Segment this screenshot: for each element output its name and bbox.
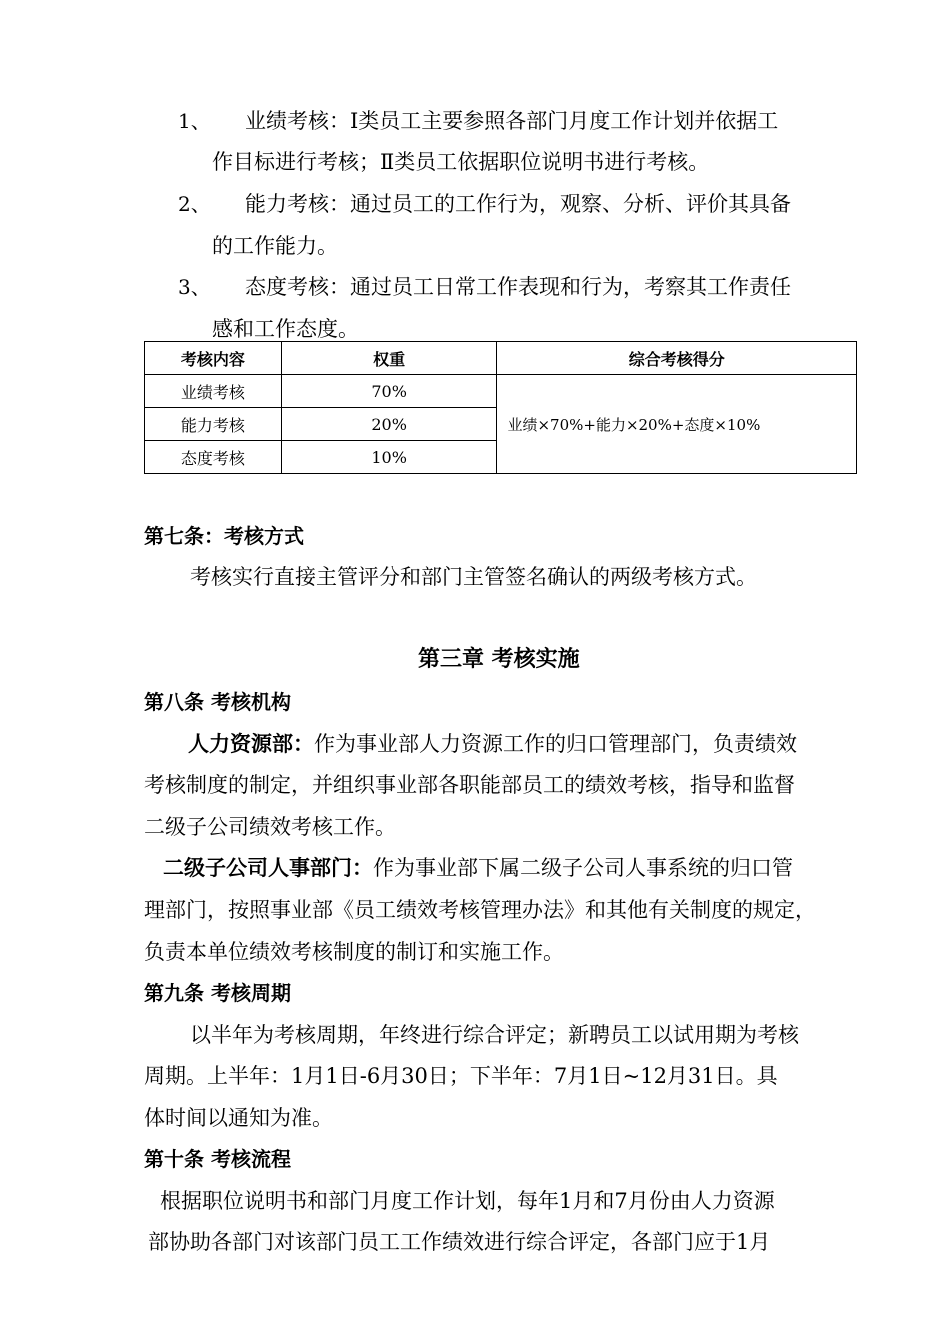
article-8-hr-line1 — [188, 731, 797, 757]
sub-dept-label: 二级子公司人事部门： — [163, 856, 373, 880]
article-8-heading: 第八条 考核机构 — [144, 690, 291, 714]
header-content: 考核内容 — [145, 342, 282, 375]
row-weight: 70% — [281, 375, 497, 408]
hr-dept-text: 作为事业部人力资源工作的归口管理部门，负责绩效 — [314, 732, 797, 756]
list-number-3: 3、 — [178, 275, 211, 299]
row-item: 业绩考核 — [145, 375, 282, 408]
article-10-line2: 部协助各部门对该部门员工工作绩效进行综合评定，各部门应于1月 — [148, 1230, 771, 1254]
article-7-text: 考核实行直接主管评分和部门主管签名确认的两级考核方式。 — [190, 565, 757, 589]
list-item-2-line1: 能力考核：通过员工的工作行为，观察、分析、评价其具备 — [245, 192, 791, 216]
article-8-hr-line3: 二级子公司绩效考核工作。 — [144, 815, 396, 839]
article-8-hr-line2: 考核制度的制定，并组织事业部各职能部员工的绩效考核，指导和监督 — [144, 773, 795, 797]
header-weight: 权重 — [281, 342, 497, 375]
score-formula: 业绩×70%+能力×20%+态度×10% — [497, 375, 857, 474]
article-8-sub-line3: 负责本单位绩效考核制度的制订和实施工作。 — [144, 940, 564, 964]
list-item-1-line2: 作目标进行考核；Ⅱ类员工依据职位说明书进行考核。 — [212, 150, 710, 174]
row-item: 态度考核 — [145, 441, 282, 474]
article-9-line3: 体时间以通知为准。 — [144, 1106, 333, 1130]
row-item: 能力考核 — [145, 408, 282, 441]
article-9-line1: 以半年为考核周期，年终进行综合评定；新聘员工以试用期为考核 — [190, 1023, 799, 1047]
header-score: 综合考核得分 — [497, 342, 857, 375]
chapter-title: 第三章 考核实施 — [418, 647, 580, 672]
article-10-heading: 第十条 考核流程 — [144, 1147, 291, 1171]
list-number-2: 2、 — [178, 192, 211, 216]
score-table — [144, 341, 857, 474]
row-weight: 10% — [281, 441, 497, 474]
table-row — [145, 375, 857, 408]
article-7-heading: 第七条：考核方式 — [144, 524, 304, 548]
sub-dept-text: 作为事业部下属二级子公司人事系统的归口管 — [373, 856, 793, 880]
list-number-1: 1、 — [178, 109, 211, 133]
article-8-sub-line1 — [163, 855, 793, 881]
list-item-3-line1: 态度考核：通过员工日常工作表现和行为，考察其工作责任 — [245, 275, 791, 299]
article-9-line2: 周期。上半年：1月1日-6月30日；下半年：7月1日~12月31日。具 — [144, 1064, 778, 1088]
article-10-line1: 根据职位说明书和部门月度工作计划，每年1月和7月份由人力资源 — [160, 1189, 775, 1213]
article-8-sub-line2: 理部门，按照事业部《员工绩效考核管理办法》和其他有关制度的规定， — [144, 898, 816, 922]
list-item-3-line2: 感和工作态度。 — [212, 317, 359, 341]
table-header-row — [145, 342, 857, 375]
row-weight: 20% — [281, 408, 497, 441]
hr-dept-label: 人力资源部： — [188, 732, 314, 756]
list-item-2-line2: 的工作能力。 — [212, 234, 338, 258]
list-item-1-line1: 业绩考核：Ⅰ类员工主要参照各部门月度工作计划并依据工 — [245, 109, 779, 133]
article-9-heading: 第九条 考核周期 — [144, 981, 291, 1005]
